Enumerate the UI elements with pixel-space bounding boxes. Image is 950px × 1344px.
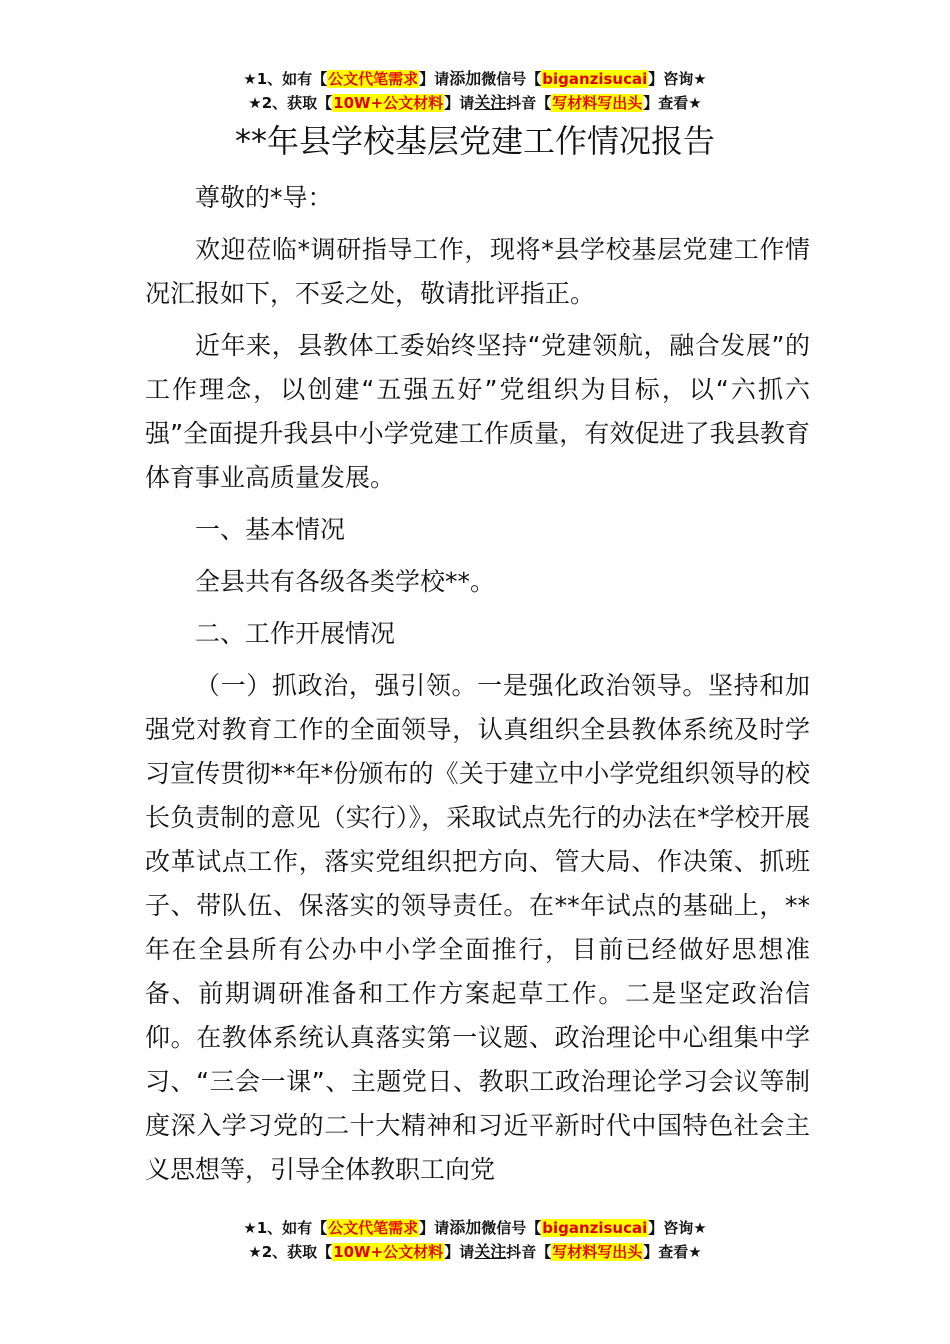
banner-text: 抖音【: [506, 1243, 552, 1261]
document-body: [145, 176, 810, 1200]
banner-line-2: [0, 91, 950, 115]
document-title: **年县学校基层党建工作情况报告: [234, 122, 715, 160]
banner-highlight: 10W+公文材料: [333, 94, 444, 112]
banner-line-1: [0, 67, 950, 91]
banner-text: ★2、获取【: [248, 94, 333, 112]
banner-text: 微信号【: [481, 1219, 542, 1237]
paragraph: 全县共有各级各类学校**。: [195, 567, 496, 596]
paragraph: 欢迎莅临*调研指导工作，现将*县学校基层党建工作情况汇报如下，不妥之处，敬请批评指正。: [145, 235, 810, 308]
wechat-id-highlight: biganzisucai: [542, 1219, 648, 1237]
banner-line-2: [0, 1240, 950, 1264]
banner-text: 微信号【: [481, 70, 542, 88]
salutation: 尊敬的*导：: [195, 183, 333, 212]
douyin-highlight: 写材料写出头: [552, 1243, 643, 1261]
banner-text: 】请: [444, 94, 475, 112]
section-heading: 一、基本情况: [195, 515, 346, 544]
banner-text: 】请: [444, 1243, 475, 1261]
banner-text: ★1、如有【: [243, 70, 328, 88]
banner-emphasis: 添加: [449, 1218, 482, 1237]
banner-text: 】查看★: [643, 1243, 702, 1261]
banner-highlight: 10W+公文材料: [333, 1243, 444, 1261]
paragraph: 近年来，县教体工委始终坚持“党建领航，融合发展”的工作理念，以创建“五强五好”党组织为目标，以“六抓六强”全面提升我县中小学党建工作质量，有效促进了我县教育体育事业高质量发展。: [145, 331, 810, 492]
banner-highlight: 公文代笔需求: [328, 70, 419, 88]
footer-banner: [0, 1216, 950, 1264]
banner-text: 】请: [419, 1219, 450, 1237]
banner-text: ★1、如有【: [243, 1219, 328, 1237]
header-banner: [0, 67, 950, 115]
banner-text: ★2、获取【: [248, 1243, 333, 1261]
douyin-highlight: 写材料写出头: [552, 94, 643, 112]
banner-text: 】请: [419, 70, 450, 88]
banner-emphasis: 关注: [474, 1242, 507, 1261]
banner-text: 】查看★: [643, 94, 702, 112]
banner-emphasis: 添加: [449, 69, 482, 88]
banner-emphasis: 关注: [474, 93, 507, 112]
wechat-id-highlight: biganzisucai: [542, 70, 648, 88]
banner-text: 抖音【: [506, 94, 552, 112]
banner-text: 】咨询★: [648, 1219, 707, 1237]
section-heading: 二、工作开展情况: [195, 619, 396, 648]
banner-text: 】咨询★: [648, 70, 707, 88]
banner-line-1: [0, 1216, 950, 1240]
banner-highlight: 公文代笔需求: [328, 1219, 419, 1237]
paragraph: （一）抓政治，强引领。一是强化政治领导。坚持和加强党对教育工作的全面领导，认真组织全县教体系统及时学习宣传贯彻**年*份颁布的《关于建立中小学党组织领导的校长负责制的意见（实行）》，采取试点先行的办法在*学校开展改革试点工作，落实党组织把方向、管大局、作决策、抓班子、带队伍、保落实的领导责任。在**年试点的基础上，**年在全县所有公办中小学全面推行，目前已经做好思想准备、前期调研准备和工作方案起草工作。二是坚定政治信仰。在教体系统认真落实第一议题、政治理论中心组集中学习、“三会一课”、主题党日、教职工政治理论学习会议等制度深入学习党的二十大精神和习近平新时代中国特色社会主义思想等，引导全体教职工向党: [145, 671, 810, 1184]
